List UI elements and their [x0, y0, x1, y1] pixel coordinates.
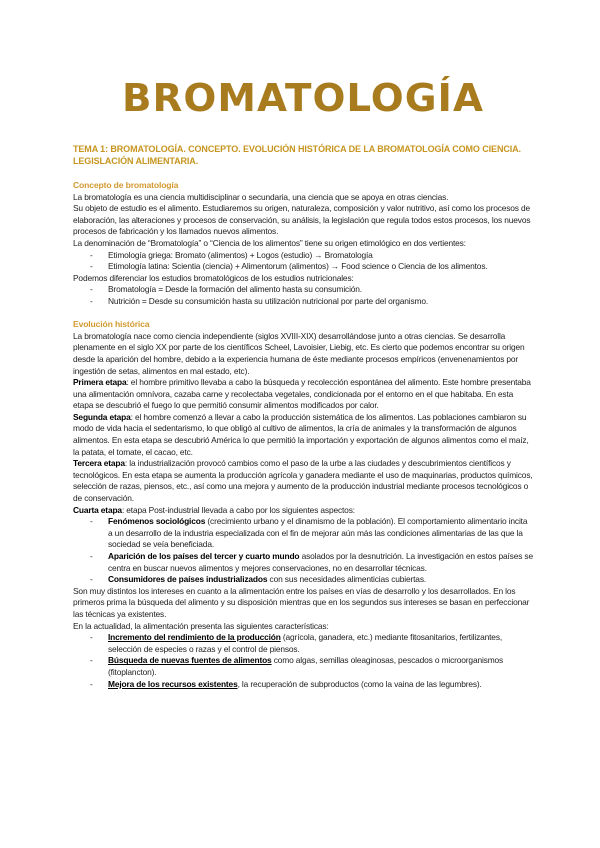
- list-item: [73, 655, 533, 678]
- item-label: Aparición de los países del tercer y cuarto mundo: [108, 551, 300, 561]
- item-label: Incremento del rendimiento de la producción: [108, 632, 281, 643]
- stage-label: Cuarta etapa: [73, 504, 122, 515]
- stage-text: : el hombre comenzó a llevar a cabo la producción sistemática de los alimentos. Las poblaciones cambiaron su modo de vida hacia el sedentarismo, lo que obligó al cultivo de alimentos, la cría de animales y la transformación de algunos alimentos. En esta etapa se descubrió América lo que permitió la importación y exportación de algunos alimentos como el maíz, la patata, el tomate, el cacao, etc.: [73, 411, 529, 457]
- item-text: asolados por la desnutrición. La investigación en estos países se centra en buscar nuevos alimentos y mejores conservaciones, no en desarrollar técnicas.: [108, 551, 533, 573]
- topic-heading: TEMA 1: BROMATOLOGÍA. CONCEPTO. EVOLUCIÓN HISTÓRICA DE LA BROMATOLOGÍA COMO CIENCIA. LEGISLACIÓN ALIMENTARIA.: [73, 144, 521, 166]
- list-item: [73, 632, 533, 655]
- paragraph-primera-etapa: [73, 377, 533, 412]
- list-item: - Bromatología = Desde la formación del alimento hasta su consumición.: [73, 284, 533, 296]
- paragraph: Su objeto de estudio es el alimento. Estudiaremos su origen, naturaleza, composición y valor nutritivo, así como los procesos de elaboración, las alteraciones y procesos de conservación, su análisis, la legislación que regula todos estos procesos, los nuevos procesos de fabricación y los llamados nuevos alimentos.: [73, 203, 531, 237]
- stage-label: Tercera etapa: [73, 458, 125, 469]
- stage-text: : etapa Post-industrial llevada a cabo por los siguientes aspectos:: [121, 504, 355, 515]
- paragraph: La bromatología es una ciencia multidisciplinar o secundaria, una ciencia que se apoya en otras ciencias.: [73, 191, 449, 202]
- section-heading-evolucion: Evolución histórica: [73, 319, 150, 330]
- stage-text: : la industrialización provocó cambios como el paso de la urbe a las ciudades y descubrimientos científicos y tecnológicos. En esta etapa se aumenta la producción agrícola y ganadera mediante el uso de maquinarias, productos químicos, selección de razas, piensos, etc., así como una mejora y aumento de la producción industrial mediante procesos tecnológicos o de conservación.: [73, 458, 533, 504]
- characteristics-list: [73, 632, 533, 690]
- item-label: Fenómenos sociológicos: [108, 516, 206, 527]
- item-label: Búsqueda de nuevas fuentes de alimentos: [108, 655, 272, 666]
- paragraph-segunda-etapa: [73, 412, 533, 458]
- paragraph: Son muy distintos los intereses en cuanto a la alimentación entre los países en vías de desarrollo y los desarrollados. En los primeros prima la búsqueda del alimento y su disposición mientras que en los segundos sus intereses se basan en perfeccionar las técnicas ya existentes.: [73, 585, 530, 619]
- list-item: [73, 516, 533, 551]
- item-label: Consumidores de países industrializados: [108, 574, 268, 585]
- document-body: [73, 180, 533, 690]
- item-text: como algas, semillas oleaginosas, pescados o microorganismos (fitoplancton).: [108, 655, 504, 677]
- paragraph: Podemos diferenciar los estudios bromatológicos de los estudios nutricionales:: [73, 272, 354, 283]
- paragraph-tercera-etapa: [73, 458, 533, 504]
- item-text: , la recuperación de subproductos (como la vaina de las legumbres).: [237, 678, 482, 689]
- stage-label: Segunda etapa: [73, 411, 131, 422]
- paragraph: La bromatología nace como ciencia independiente (siglos XVIII-XIX) desarrollándose junto a otras ciencias. Se desarrolla plenamente en el siglo XX por parte de los científicos Scheel, Lavoisier, Liebig, etc. Es cierto que podemos encontrar su origen desde la aparición del hombre, debido a la experiencia humana de éste mediante procesos empíricos (envenenamientos por ingestión de setas, alimentos en mal estado, etc).: [73, 330, 525, 376]
- etymology-list: [73, 250, 533, 273]
- aspect-list: [73, 516, 533, 586]
- item-text: (agrícola, ganadera, etc.) mediante fitosanitarios, fertilizantes, selección de especies o razas y el control de piensos.: [108, 632, 503, 654]
- item-text: con sus necesidades alimenticias cubiertas.: [267, 574, 427, 585]
- difference-list: [73, 284, 533, 307]
- list-item: - Etimología latina: Scientia (ciencia) + Alimentorum (alimentos) → Food science o Ciencia de los alimentos.: [73, 261, 533, 273]
- list-item: - Etimología griega: Bromato (alimentos) + Logos (estudio) → Bromatología: [73, 250, 533, 262]
- stage-text: : el hombre primitivo llevaba a cabo la búsqueda y recolección espontánea del alimento. Este hombre presentaba una alimentación omnívora, cazaba carne y recolectaba vegetales, condicionada por el entorno en el que habitaba. En esta etapa se descubrió el fuego lo que permitió consumir alimentos modificados por calor.: [73, 377, 531, 411]
- section-heading-concepto: Concepto de bromatología: [73, 180, 179, 190]
- list-item: [73, 574, 533, 586]
- list-item: - Nutrición = Desde su consumición hasta su utilización nutricional por parte del organismo.: [73, 296, 533, 308]
- stage-label: Primera etapa: [73, 377, 127, 388]
- paragraph: La denominación de “Bromatología” o “Ciencia de los alimentos” tiene su origen etimológico en dos vertientes:: [73, 237, 466, 248]
- paragraph: En la actualidad, la alimentación presenta las siguientes características:: [73, 620, 329, 631]
- paragraph-cuarta-etapa: [73, 505, 533, 517]
- list-item: [73, 551, 533, 574]
- list-item: [73, 679, 533, 691]
- document-title: BROMATOLOGÍA: [121, 76, 485, 120]
- item-label: Mejora de los recursos existentes: [108, 678, 238, 689]
- item-text: (crecimiento urbano y el dinamismo de la población). El comportamiento alimentario incita a un desarrollo de la industria especializada con el fin de mejorar aún más las condiciones alimentarias de las que la sociedad se veía beneficiada.: [108, 516, 528, 550]
